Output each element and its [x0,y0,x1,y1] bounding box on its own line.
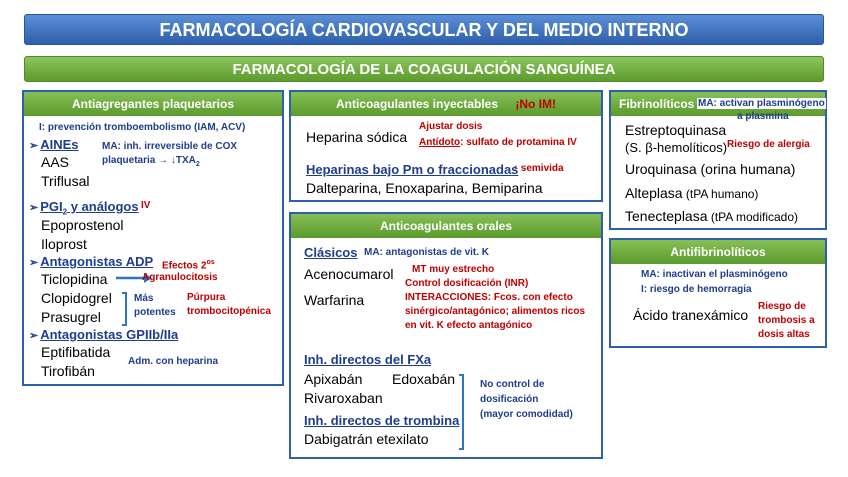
fibrinoliticos-panel [609,90,827,230]
gp-heading: ➢ Antagonistas GPIIb/IIa [29,327,179,342]
drug-edoxaban: Edoxabán [392,371,456,387]
section-title: FARMACOLOGÍA DE LA COAGULACIÓN SANGUÍNEA [24,56,824,82]
drug-estreptoquinasa: Estreptoquinasa [625,122,727,138]
drug-warfarina: Warfarina [304,292,365,308]
aines-mechanism: MA: inh. irreversible de COX [102,141,238,152]
aines-mechanism-2: plaquetaria → $↓TXA_2$ [102,155,200,168]
check-icon: ➢ [29,330,39,342]
drug-dabigatran: Dabigatrán etexilato [304,431,429,447]
antiagregantes-panel [22,90,284,386]
antiagregantes-header: Antiagregantes plaquetarios [24,92,282,116]
fxa-heading: Inh. directos del FXa [304,352,432,367]
fibrinoliticos-header: Fibrinolíticos [611,92,825,116]
riesgo-trombosis-3: dosis altas [758,329,810,340]
antifibrinoliticos-mechanism: MA: inactivan el plasminógeno [641,269,788,280]
drug-epoprostenol: Epoprostenol [41,217,124,233]
aines-heading: ➢ AINEs [29,137,79,152]
drug-clopidogrel: Clopidogrel [41,290,112,306]
semivida-label: ↑ semivida [513,163,564,174]
drug-tenecteplasa: Tenecteplasa (tPA modificado) [625,208,798,224]
interacciones-2: sinérgico/antagónico; alimentos ricos [405,306,586,317]
purpura-label: Púrpura [187,292,226,303]
trombocitopenica-label: trombocitopénica [187,306,271,317]
hemoliticos-note: (S. β-hemolíticos) [625,140,728,155]
drug-acido-tranexamico: Ácido tranexámico [633,307,749,323]
drug-apixaban: Apixabán [304,371,363,387]
no-control-3: (mayor comodidad) [480,409,573,420]
interacciones-3: en vit. K efecto antagónico [405,320,533,331]
mt-estrecho: MT muy estrecho [412,264,495,275]
potentes-label: potentes [134,307,176,318]
fibrinoliticos-mechanism: MA: activan plasminógeno [698,98,825,109]
hbpm-list: Dalteparina, Enoxaparina, Bemiparina [306,180,543,196]
antidoto: Antídoto: sulfato de protamina IV [419,137,577,148]
drug-rivaroxaban: Rivaroxaban [304,390,383,406]
no-control-2: dosificación [480,394,539,405]
riesgo-alergia: Riesgo de alergia [727,139,810,150]
bracket-icon [120,292,130,326]
orales-header: Anticoagulantes orales [291,214,601,238]
main-title: FARMACOLOGÍA CARDIOVASCULAR Y DEL MEDIO INTERNO [24,14,824,45]
fibrinoliticos-mechanism-2: a plasmina [737,111,789,122]
adp-heading: ➢ Antagonistas ADP [29,254,154,269]
inyectables-panel [289,90,603,202]
agranulocitosis: Agranulocitosis [142,272,218,283]
clasicos-heading: Clásicos [304,245,358,260]
bracket-icon [457,374,467,450]
drug-ticlopidina: Ticlopidina [41,271,108,287]
trombina-heading: Inh. directos de trombina [304,413,460,428]
drug-alteplasa: Alteplasa (tPA humano) [625,185,759,201]
interacciones-1: INTERACCIONES: Fcos. con efecto [405,292,573,303]
drug-prasugrel: Prasugrel [41,309,101,325]
adp-effects-label: Efectos $2^{os}$ [162,259,215,272]
riesgo-trombosis-1: Riesgo de [758,301,806,312]
antifibrinoliticos-indication: I: riesgo de hemorragia [641,284,752,295]
drug-uroquinasa: Uroquinasa (orina humana) [625,161,796,177]
antifibrinoliticos-panel [609,238,827,348]
ajustar-dosis: Ajustar dosis [419,121,483,132]
drug-iloprost: Iloprost [41,236,87,252]
drug-tirofiban: Tirofibán [41,363,95,379]
drug-acenocumarol: Acenocumarol [304,266,394,282]
control-inr: Control dosificación (INR) [405,278,529,289]
check-icon: ➢ [29,140,39,152]
drug-heparina-sodica: Heparina sódica [306,129,408,145]
antiagregantes-indication: I: prevención tromboembolismo (IAM, ACV) [39,122,246,133]
check-icon: ➢ [29,257,39,269]
riesgo-trombosis-2: trombosis a [758,315,815,326]
clasicos-mechanism: MA: antagonistas de vit. K [364,247,490,258]
check-icon: ➢ [29,202,39,214]
drug-aas: AAS [41,154,70,170]
no-im-warning: ¡No IM! [515,97,557,111]
orales-panel [289,212,603,459]
hbpm-heading: Heparinas bajo Pm o fraccionadas [306,162,519,177]
antifibrinoliticos-header: Antifibrinolíticos [611,240,825,264]
mas-label: Más [134,293,154,304]
drug-eptifibatida: Eptifibatida [41,344,111,360]
inyectables-header: Anticoagulantes inyectables ¡No IM! [291,92,601,116]
pgi-route: IV [141,200,151,211]
adm-heparina: Adm. con heparina [128,356,219,367]
drug-triflusal: Triflusal [41,173,90,189]
no-control-1: No control de [480,379,545,390]
pgi-heading: ➢ $PGI_2$ y análogos [29,199,139,217]
